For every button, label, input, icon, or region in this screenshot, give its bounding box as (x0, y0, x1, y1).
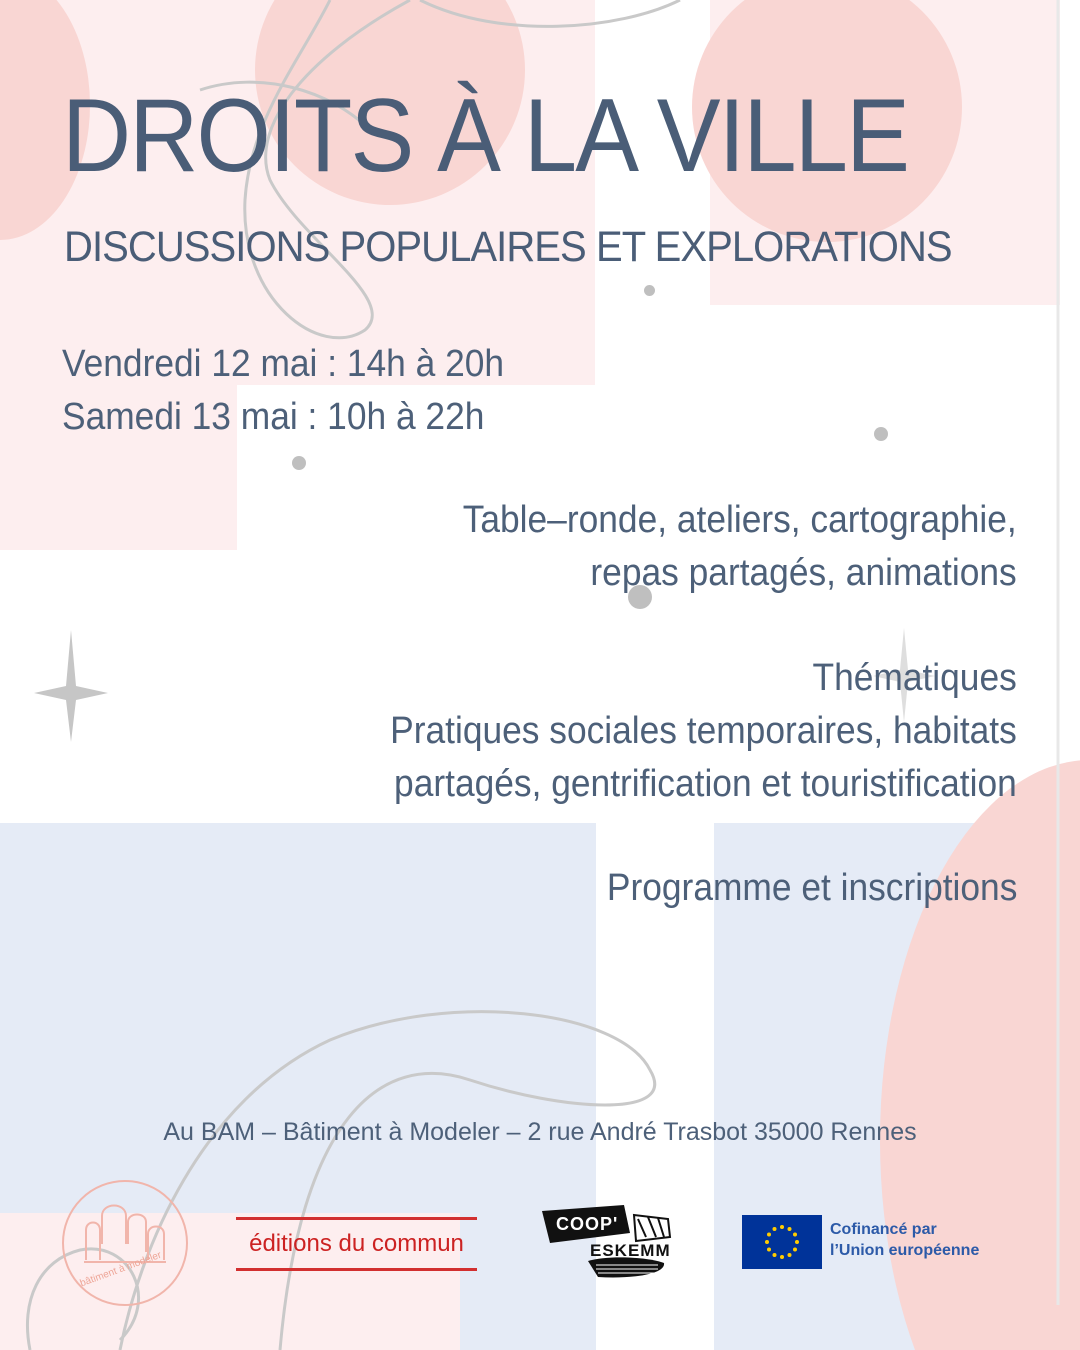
eu-flag-icon (742, 1215, 822, 1269)
venue-address: Au BAM – Bâtiment à Modeler – 2 rue André Trasbot 35000 Rennes (163, 1118, 917, 1146)
activities-line: repas partagés, animations (590, 552, 1017, 594)
coop-word: COOP' (556, 1214, 619, 1234)
activities-line: Table–ronde, ateliers, cartographie, (462, 499, 1017, 541)
page-title: DROITS À LA VILLE (62, 78, 909, 194)
eu-stars (742, 1215, 822, 1269)
themes-block (390, 652, 1017, 811)
event-dates (62, 338, 504, 444)
themes-heading: Thématiques (812, 657, 1017, 699)
deco-dot (874, 427, 888, 441)
date-line-saturday: Samedi 13 mai : 10h à 22h (62, 396, 485, 438)
page-subtitle: DISCUSSIONS POPULAIRES ET EXPLORATIONS (64, 223, 952, 271)
eu-text-line: l’Union européenne (830, 1242, 980, 1259)
deco-dot (292, 456, 306, 470)
coop-eskemm-logo (538, 1203, 680, 1279)
program-registration-text: Programme et inscriptions (606, 867, 1017, 909)
deco-dot (644, 285, 655, 296)
sparkle-star-icon (34, 630, 108, 742)
editions-logo-text: éditions du commun (249, 1230, 464, 1257)
eskemm-word: ESKEMM (590, 1241, 671, 1260)
eu-cofunding-text (830, 1219, 979, 1261)
activities-block (463, 494, 1017, 600)
editions-du-commun-logo (236, 1217, 477, 1271)
themes-line: Pratiques sociales temporaires, habitats (390, 710, 1017, 752)
themes-line: partagés, gentrification et touristification (394, 763, 1017, 805)
date-line-friday: Vendredi 12 mai : 14h à 20h (62, 343, 505, 385)
bam-logo-caption: bâtiment à modeler (78, 1249, 163, 1290)
bam-logo (62, 1180, 188, 1306)
eu-text-line: Cofinancé par (830, 1221, 937, 1238)
